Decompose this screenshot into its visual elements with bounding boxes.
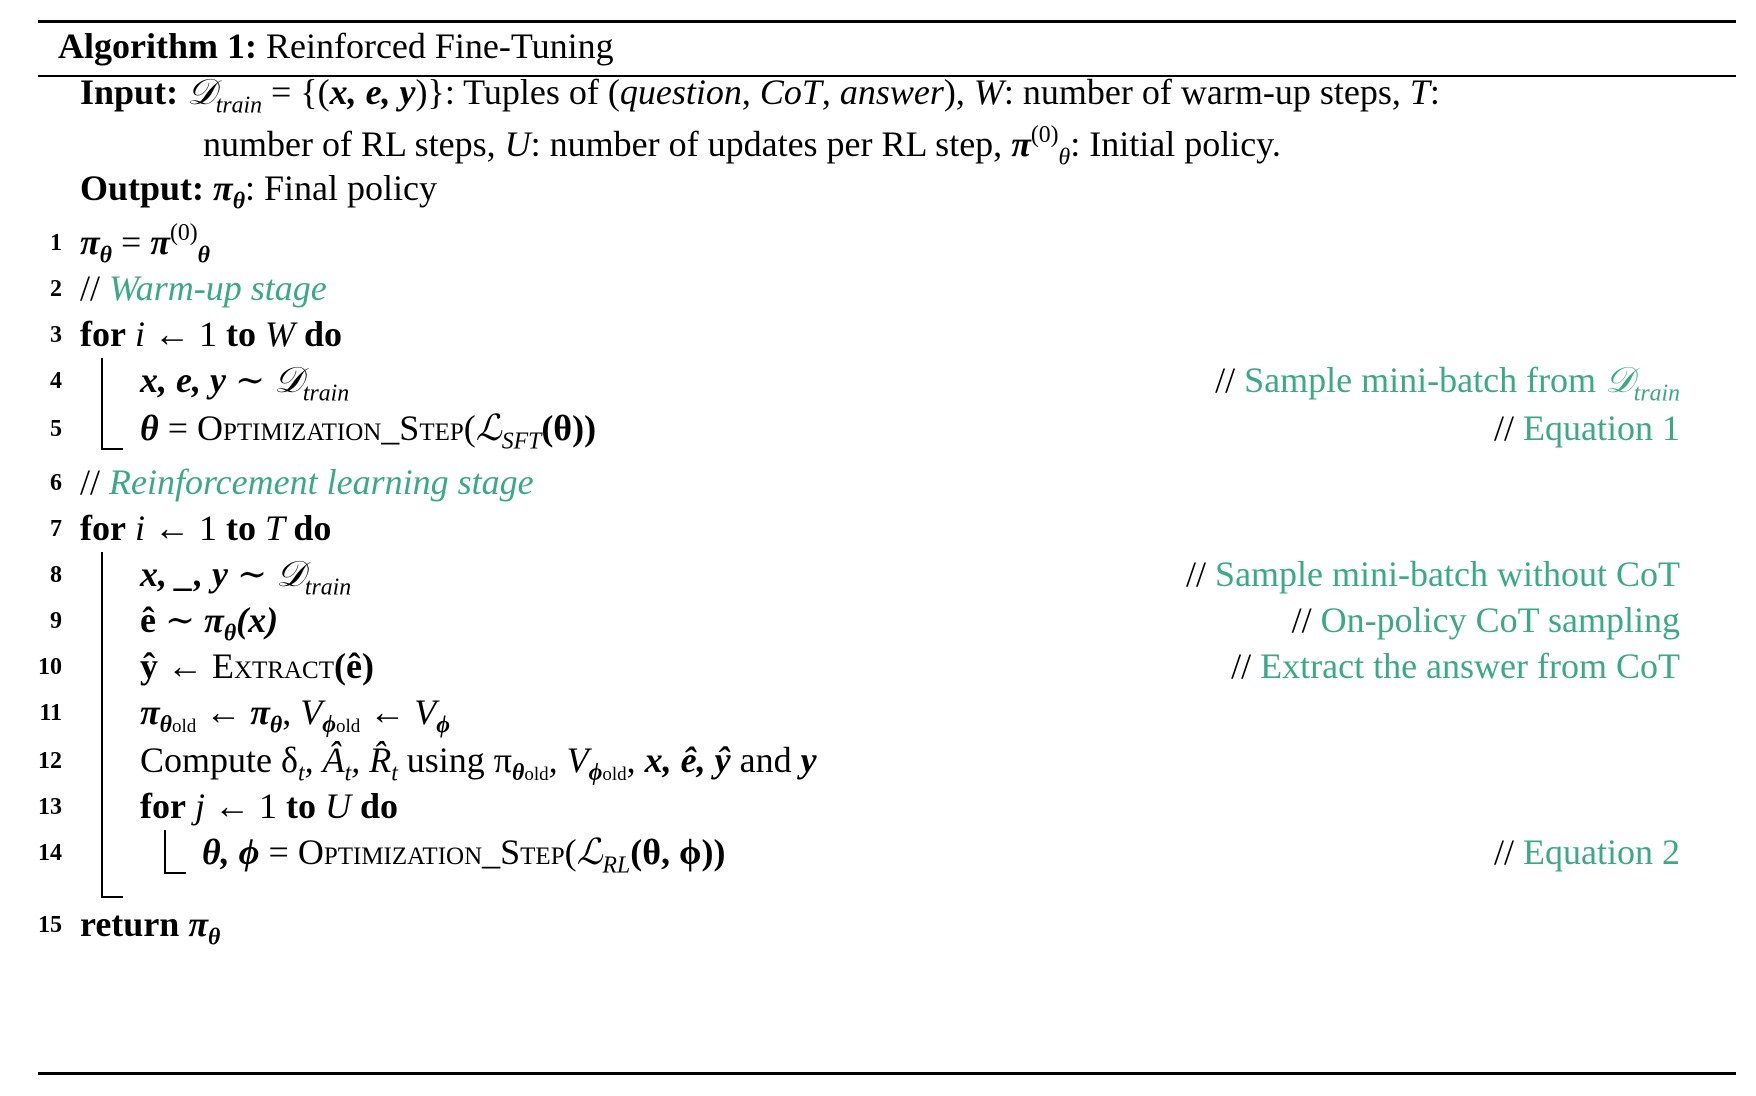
algo-line-8: 8 x, _, y ∼ 𝒟$_{train}$ // Sample mini-batch without CoT [0, 550, 1756, 600]
output-line: Output: $\pi_\theta$: Final policy [80, 168, 438, 215]
line-number: 8 [50, 562, 62, 588]
algorithm-label: Algorithm 1: [58, 26, 257, 66]
line-number: 11 [39, 700, 62, 726]
stage-comment: Warm-up stage [109, 268, 327, 308]
line-number: 2 [50, 276, 62, 302]
bottom-rule [38, 1072, 1736, 1075]
line-number: 9 [50, 608, 62, 634]
algorithm-title [58, 24, 614, 68]
input-line-1: Input: 𝒟$_{train}$ = {(x, e, y)}: Tuples of (question, CoT, answer), W: number of warm-up steps, T: [80, 72, 1440, 119]
algo-line-2: 2 // Warm-up stage [0, 264, 1756, 314]
algo-line-12: 12 Compute $\delta_t$, $Â_t$, $R̂_t$ using $\pi_{\theta old}$, $V_{\phi old}$, x, ê, ŷ and y [0, 736, 1756, 786]
line-number: 6 [50, 470, 62, 496]
line-number: 12 [38, 748, 62, 774]
line-number: 1 [50, 230, 62, 256]
algo-line-15: 15 return $\pi_\theta$ [0, 900, 1756, 950]
algo-line-3: 3 for i ← 1 to W do [0, 310, 1756, 360]
line-number: 15 [38, 912, 62, 938]
line-number: 10 [38, 654, 62, 680]
line-number: 13 [38, 794, 62, 820]
loop-bracket-warmup-end [101, 448, 123, 450]
algorithm-name: Reinforced Fine-Tuning [265, 26, 614, 66]
algo-line-13: 13 for j ← 1 to U do [0, 782, 1756, 832]
algo-line-9: 9 ê ∼ $\pi_\theta(x)$ // On-policy CoT sampling [0, 596, 1756, 646]
line-number: 14 [38, 840, 62, 866]
loop-bracket-inner [164, 830, 166, 872]
top-rule [38, 20, 1736, 23]
loop-bracket-warmup [101, 358, 103, 448]
loop-bracket-rl-end [101, 896, 123, 898]
line-number: 7 [50, 516, 62, 542]
algo-line-7: 7 for i ← 1 to T do [0, 504, 1756, 554]
loop-bracket-rl [101, 552, 103, 896]
line-number: 3 [50, 322, 62, 348]
algo-line-6: 6 // Reinforcement learning stage [0, 458, 1756, 508]
algo-line-4: 4 x, e, y ∼ 𝒟$_{train}$ // Sample mini-batch from 𝒟$_{train}$ [0, 356, 1756, 406]
input-line-2: number of RL steps, U: number of updates per RL step, $\pi^{(0)}_\theta$: Initial policy. [203, 121, 1281, 171]
algo-line-14: 14 θ, ϕ = Optimization_Step(ℒ$_{RL}$(θ, ϕ)) // Equation 2 [0, 828, 1756, 878]
algo-line-11: 11 $\pi_{\theta old}$ ← $\pi_\theta$, $V_{\phi old}$ ← $V_\phi$ [0, 688, 1756, 738]
algo-line-5: 5 θ = Optimization_Step(ℒ$_{SFT}$(θ)) // Equation 1 [0, 404, 1756, 454]
line-number: 4 [50, 368, 62, 394]
loop-bracket-inner-end [164, 872, 186, 874]
algo-line-10: 10 ŷ ← Extract(ê) // Extract the answer from CoT [0, 642, 1756, 692]
algo-line-1: 1 $\pi_\theta = \pi^{(0)}_\theta$ [0, 218, 1756, 268]
line-number: 5 [50, 416, 62, 442]
stage-comment: Reinforcement learning stage [109, 462, 534, 502]
